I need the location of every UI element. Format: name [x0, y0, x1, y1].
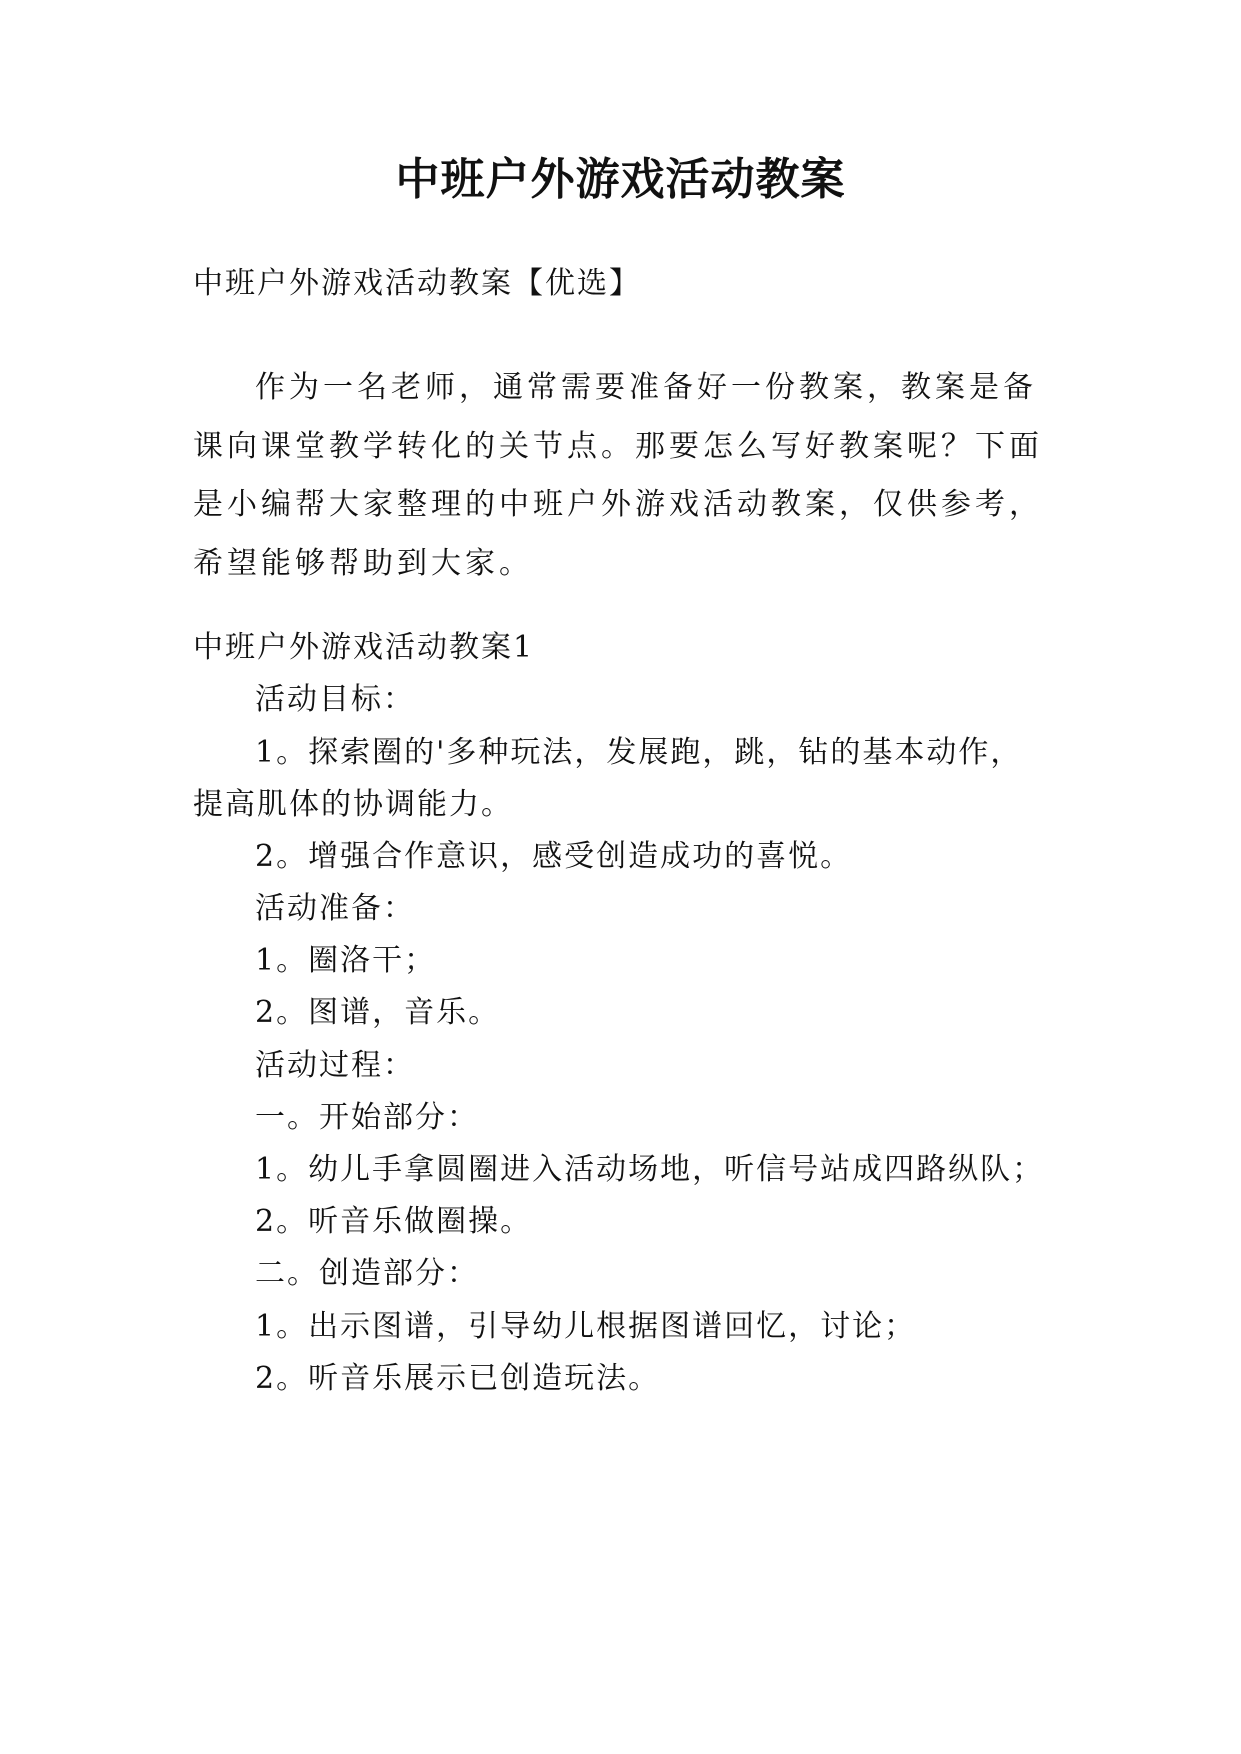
text-line: 2。图谱，音乐。	[255, 995, 501, 1030]
text-line: 2。增强合作意识，感受创造成功的喜悦。	[255, 839, 853, 874]
text-line: 一。开始部分：	[255, 1100, 479, 1135]
text-line: 活动过程：	[255, 1048, 415, 1083]
text-line: 二。创造部分：	[255, 1256, 479, 1291]
document-title: 中班户外游戏活动教案	[395, 154, 846, 205]
text-line: 1。幼儿手拿圆圈进入活动场地，听信号站成四路纵队；	[255, 1152, 1045, 1187]
text-line: 2。听音乐做圈操。	[255, 1204, 533, 1239]
text-line: 1。出示图谱，引导幼儿根据图谱回忆，讨论；	[255, 1309, 917, 1344]
text-line: 2。听音乐展示已创造玩法。	[255, 1361, 661, 1396]
text-line: 1。圈洛干；	[255, 943, 437, 978]
text-line: 提高肌体的协调能力。	[193, 787, 513, 822]
section-heading: 中班户外游戏活动教案1	[193, 630, 535, 665]
intro-paragraph: 作为一名老师，通常需要准备好一份教案，教案是备课向课堂教学转化的关节点。那要怎么写好教案呢？下面是小编帮大家整理的中班户外游戏活动教案，仅供参考，希望能够帮助到大家。	[193, 370, 1043, 581]
document-subtitle: 中班户外游戏活动教案【优选】	[193, 266, 641, 301]
text-line: 1。探索圈的'多种玩法，发展跑，跳，钻的基本动作，	[255, 735, 1023, 770]
text-line: 活动准备：	[255, 891, 415, 926]
text-line: 活动目标：	[255, 682, 415, 717]
